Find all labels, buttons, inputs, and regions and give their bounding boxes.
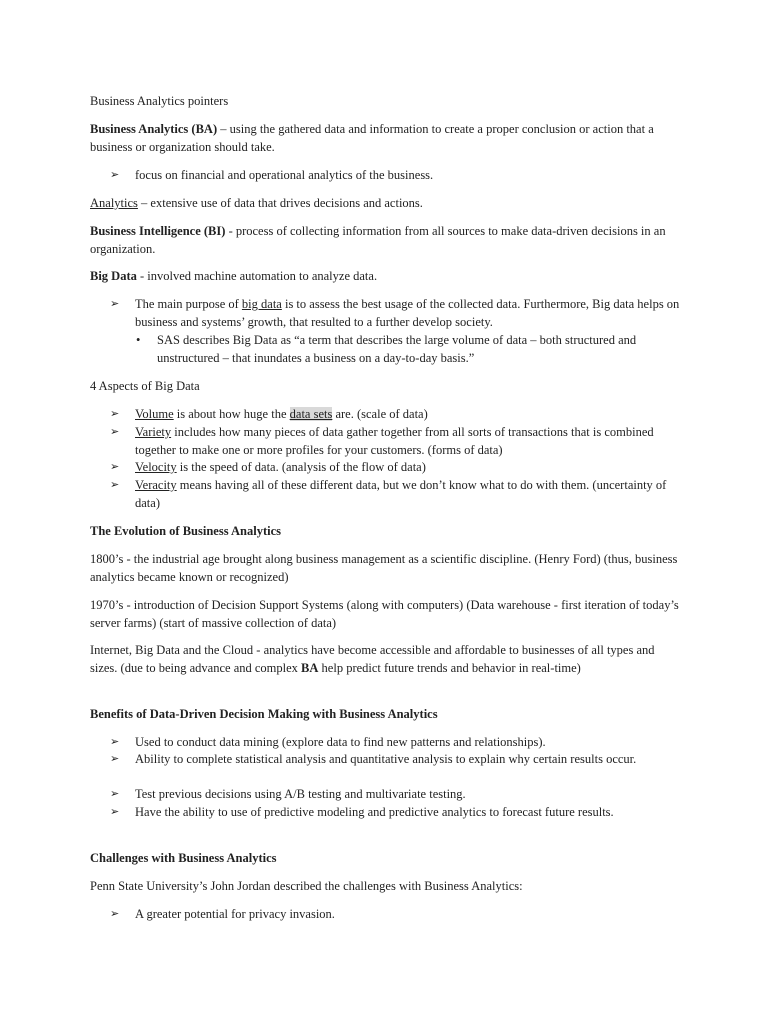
bi-term: Business Intelligence (BI) [90, 224, 226, 238]
benefit-item [110, 785, 680, 803]
variety-term: Variety [135, 425, 172, 439]
evolution-internet [90, 641, 680, 677]
internet-post: help predict future trends and behavior in real-time) [318, 661, 581, 675]
evolution-1970s: 1970’s - introduction of Decision Support Systems (along with computers) (Data warehouse - first iteration of today’s server farms) (start of massive collection of data) [90, 598, 679, 630]
benefit-text: Used to conduct data mining (explore data to find new patterns and relationships). [135, 735, 546, 749]
aspect-variety [110, 423, 680, 459]
ba-bullet [110, 166, 680, 184]
benefits-heading: Benefits of Data-Driven Decision Making with Business Analytics [90, 707, 438, 721]
evolution-heading: The Evolution of Business Analytics [90, 524, 282, 538]
arrow-bullet-icon: ➢ [110, 426, 120, 438]
benefit-item [110, 803, 680, 821]
bigdata-definition [90, 267, 680, 285]
arrow-bullet-icon: ➢ [110, 298, 120, 310]
variety-text: includes how many pieces of data gather together from all sorts of transactions that is combined together to make one or more profiles for your customers. (forms of data) [135, 425, 654, 457]
document-title: Business Analytics pointers [90, 94, 229, 108]
ba-text: – using the gathered data and information to create a proper conclusion or action that a business or organization should take. [90, 122, 654, 154]
volume-pre: is about how huge the [173, 407, 290, 421]
arrow-bullet-icon: ➢ [110, 736, 120, 748]
ba-bullet-text: focus on financial and operational analytics of the business. [135, 168, 434, 182]
challenges-intro: Penn State University’s John Jordan described the challenges with Business Analytics: [90, 879, 523, 893]
arrow-bullet-icon: ➢ [110, 479, 120, 491]
analytics-term: Analytics [90, 196, 138, 210]
bi-definition [90, 222, 680, 258]
bigdata-term: Big Data [90, 269, 137, 283]
arrow-bullet-icon: ➢ [110, 788, 120, 800]
benefit-text: Test previous decisions using A/B testing and multivariate testing. [135, 787, 466, 801]
data-sets-highlight: data sets [289, 407, 333, 421]
arrow-bullet-icon: ➢ [110, 908, 120, 920]
veracity-term: Veracity [135, 478, 177, 492]
arrow-bullet-icon: ➢ [110, 461, 120, 473]
analytics-text: – extensive use of data that drives decisions and actions. [137, 196, 423, 210]
analytics-definition [90, 194, 680, 212]
benefit-text: Ability to complete statistical analysis and quantitative analysis to explain why certain results occur. [135, 752, 637, 766]
bigdata-link[interactable]: big data [241, 297, 282, 311]
bigdata-bullet-post: is to assess the best usage of the collected data. Furthermore, Big data helps on business and systems’ growth, that resulted to a further develop society. [135, 297, 680, 329]
evolution-1800s: 1800’s - the industrial age brought along business management as a scientific discipline. (Henry Ford) (thus, business analytics became known or recognized) [90, 552, 678, 584]
challenge-text: A greater potential for privacy invasion. [135, 907, 335, 921]
ba-definition [90, 120, 680, 156]
bigdata-bullet [110, 295, 680, 331]
velocity-text: is the speed of data. (analysis of the flow of data) [176, 460, 426, 474]
volume-post: are. (scale of data) [332, 407, 428, 421]
challenges-heading: Challenges with Business Analytics [90, 851, 277, 865]
arrow-bullet-icon: ➢ [110, 753, 120, 765]
arrow-bullet-icon: ➢ [110, 806, 120, 818]
sas-sub-bullet [136, 331, 680, 367]
bi-text: - process of collecting information from all sources to make data-driven decisions in an organization. [90, 224, 666, 256]
velocity-term: Velocity [135, 460, 177, 474]
dot-bullet-icon: • [136, 333, 141, 347]
veracity-text: means having all of these different data, but we don’t know what to do with them. (uncertainty of data) [135, 478, 667, 510]
bigdata-bullet-pre: The main purpose of [135, 297, 242, 311]
arrow-bullet-icon: ➢ [110, 169, 120, 181]
aspect-velocity [110, 458, 680, 476]
sas-quote: SAS describes Big Data as “a term that describes the large volume of data – both structured and unstructured – that inundates a business on a day-to-day basis.” [157, 333, 637, 365]
aspect-veracity [110, 476, 680, 512]
volume-term: Volume [135, 407, 174, 421]
bigdata-text: - involved machine automation to analyze data. [136, 269, 378, 283]
aspect-volume [110, 405, 680, 423]
benefit-item [110, 733, 680, 751]
internet-pre: Internet, Big Data and the Cloud - analytics have become accessible and affordable to businesses of all types and sizes. (due to being advance and complex [90, 643, 655, 675]
arrow-bullet-icon: ➢ [110, 408, 120, 420]
challenge-item [110, 905, 680, 923]
aspects-heading: 4 Aspects of Big Data [90, 379, 200, 393]
benefit-item [110, 750, 680, 768]
ba-term: Business Analytics (BA) [90, 122, 218, 136]
benefit-text: Have the ability to use of predictive modeling and predictive analytics to forecast future results. [135, 805, 614, 819]
internet-ba: BA [301, 661, 319, 675]
